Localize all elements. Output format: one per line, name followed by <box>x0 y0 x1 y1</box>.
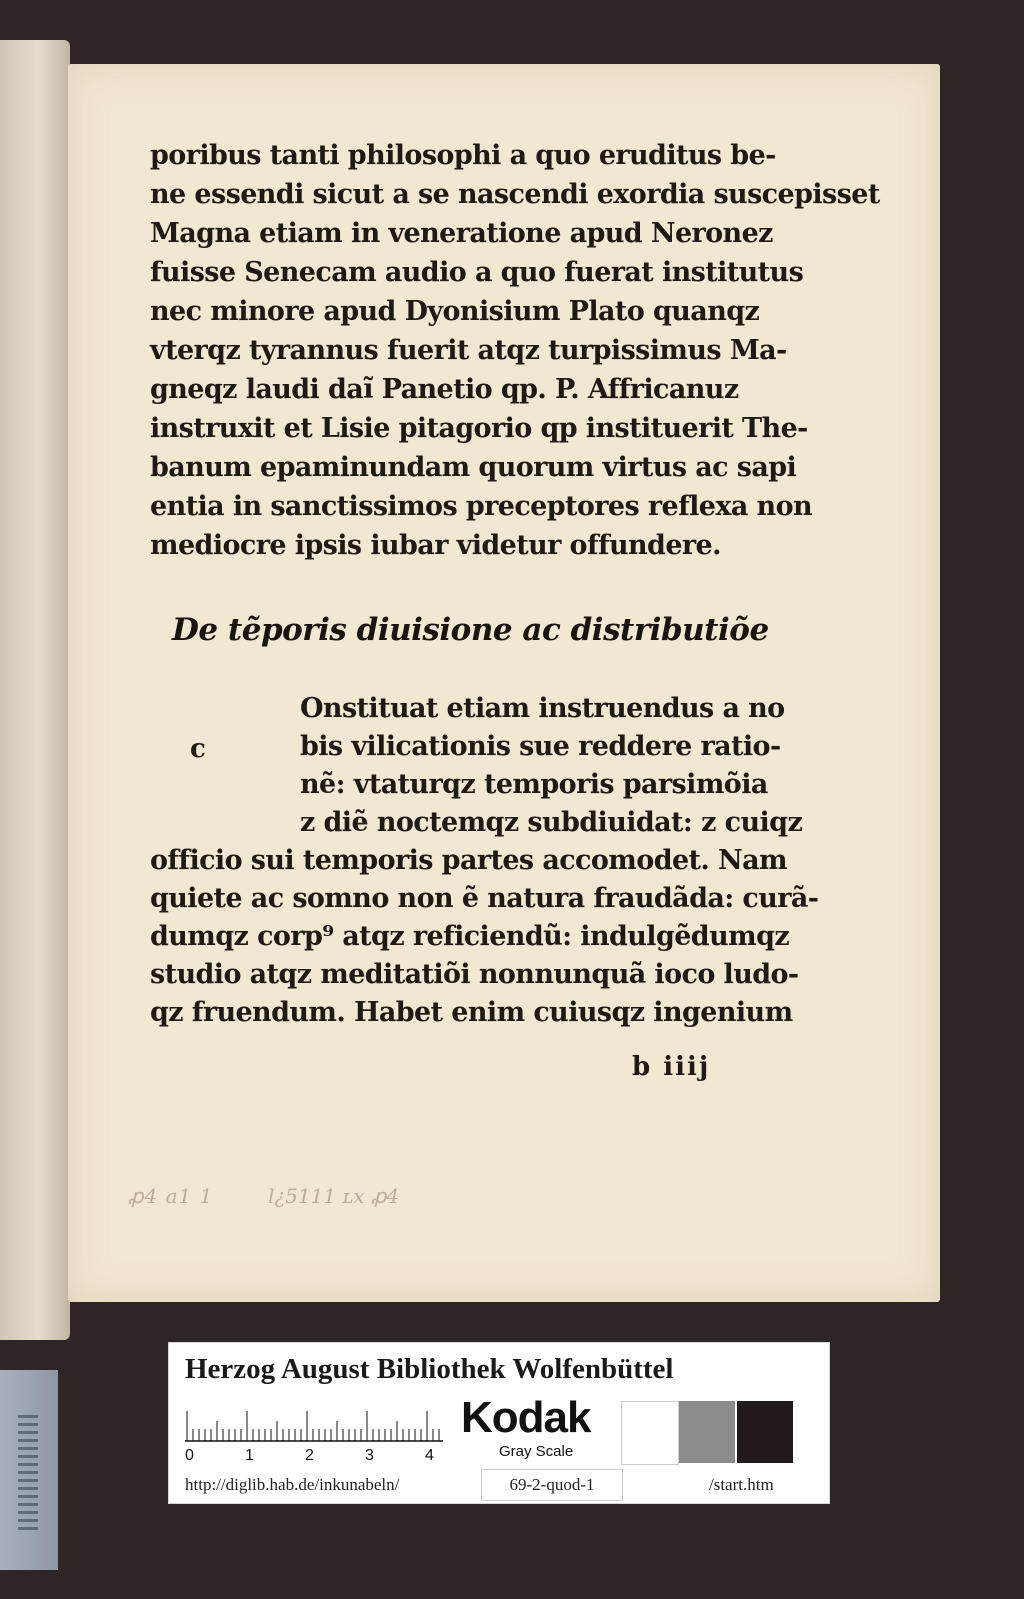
text-line: dumqz corp⁹ atqz reficiendũ: indulgẽdumqz <box>150 921 790 952</box>
pencil-annotation: l¿5111 ʟx ꝓ4 <box>268 1184 400 1208</box>
kodak-logo: Kodak <box>461 1393 591 1442</box>
text-line: bis vilicationis sue reddere ratio- <box>300 731 781 762</box>
signature-mark: b iiij <box>632 1052 711 1082</box>
gray-swatch <box>679 1401 735 1463</box>
body-text <box>150 136 880 565</box>
adjacent-page-edge <box>0 40 70 1340</box>
pencil-annotation: ꝓ4 a1 1 <box>128 1184 214 1208</box>
gray-scale-label: Gray Scale <box>499 1443 574 1460</box>
white-swatch <box>621 1401 679 1465</box>
ruler-number: 1 <box>245 1447 254 1464</box>
color-scale-card <box>168 1342 830 1504</box>
ruler-scale <box>185 1403 443 1443</box>
text-line: nẽ: vtaturqz temporis parsimõia <box>300 769 768 800</box>
text-line: poribus tanti philosophi a quo eruditus be- <box>150 140 776 171</box>
black-swatch <box>737 1401 793 1463</box>
text-line: Magna etiam in veneratione apud Neronez <box>150 218 773 249</box>
ruler-number: 4 <box>425 1447 434 1464</box>
text-line: Onstituat etiam instruendus a no <box>300 693 785 724</box>
text-line: gneqz laudi daĩ Panetio qp. P. Affricanuz <box>150 374 739 405</box>
text-line: quiete ac somno non ẽ natura fraudãda: curã- <box>150 883 819 914</box>
text-line: instruxit et Lisie pitagorio qp instituerit The- <box>150 413 808 444</box>
card-footer <box>169 1467 829 1503</box>
section-text <box>150 690 819 1032</box>
item-identifier: 69-2-quod-1 <box>481 1469 623 1501</box>
section-heading: De tẽporis diuisione ac distributiõe <box>172 612 769 648</box>
text-line: nec minore apud Dyonisium Plato quanqz <box>150 296 760 327</box>
text-line: z diẽ noctemqz subdiuidat: z cuiqz <box>300 807 803 838</box>
ruler-number: 2 <box>305 1447 314 1464</box>
initial-guide-letter: c <box>190 734 206 764</box>
text-line: fuisse Senecam audio a quo fuerat institutus <box>150 257 804 288</box>
ruler-number: 0 <box>185 1447 194 1464</box>
text-line: vterqz tyrannus fuerit atqz turpissimus Ma- <box>150 335 787 366</box>
text-line: entia in sanctissimos preceptores reflexa non <box>150 491 813 522</box>
ruler-number: 3 <box>365 1447 374 1464</box>
library-name: Herzog August Bibliothek Wolfenbüttel <box>185 1353 674 1385</box>
text-line: studio atqz meditatiõi nonnunquã ioco ludo- <box>150 959 799 990</box>
url-suffix: /start.htm <box>709 1475 774 1494</box>
source-url: http://diglib.hab.de/inkunabeln/ <box>185 1475 400 1494</box>
text-line: banum epaminundam quorum virtus ac sapi <box>150 452 797 483</box>
text-line: officio sui temporis partes accomodet. Nam <box>150 845 787 876</box>
adjacent-book-spine <box>0 1370 58 1570</box>
text-line: qz fruendum. Habet enim cuiusqz ingenium <box>150 997 793 1028</box>
text-line: ne essendi sicut a se nascendi exordia suscepisset <box>150 179 880 210</box>
text-line: mediocre ipsis iubar videtur offundere. <box>150 530 721 561</box>
